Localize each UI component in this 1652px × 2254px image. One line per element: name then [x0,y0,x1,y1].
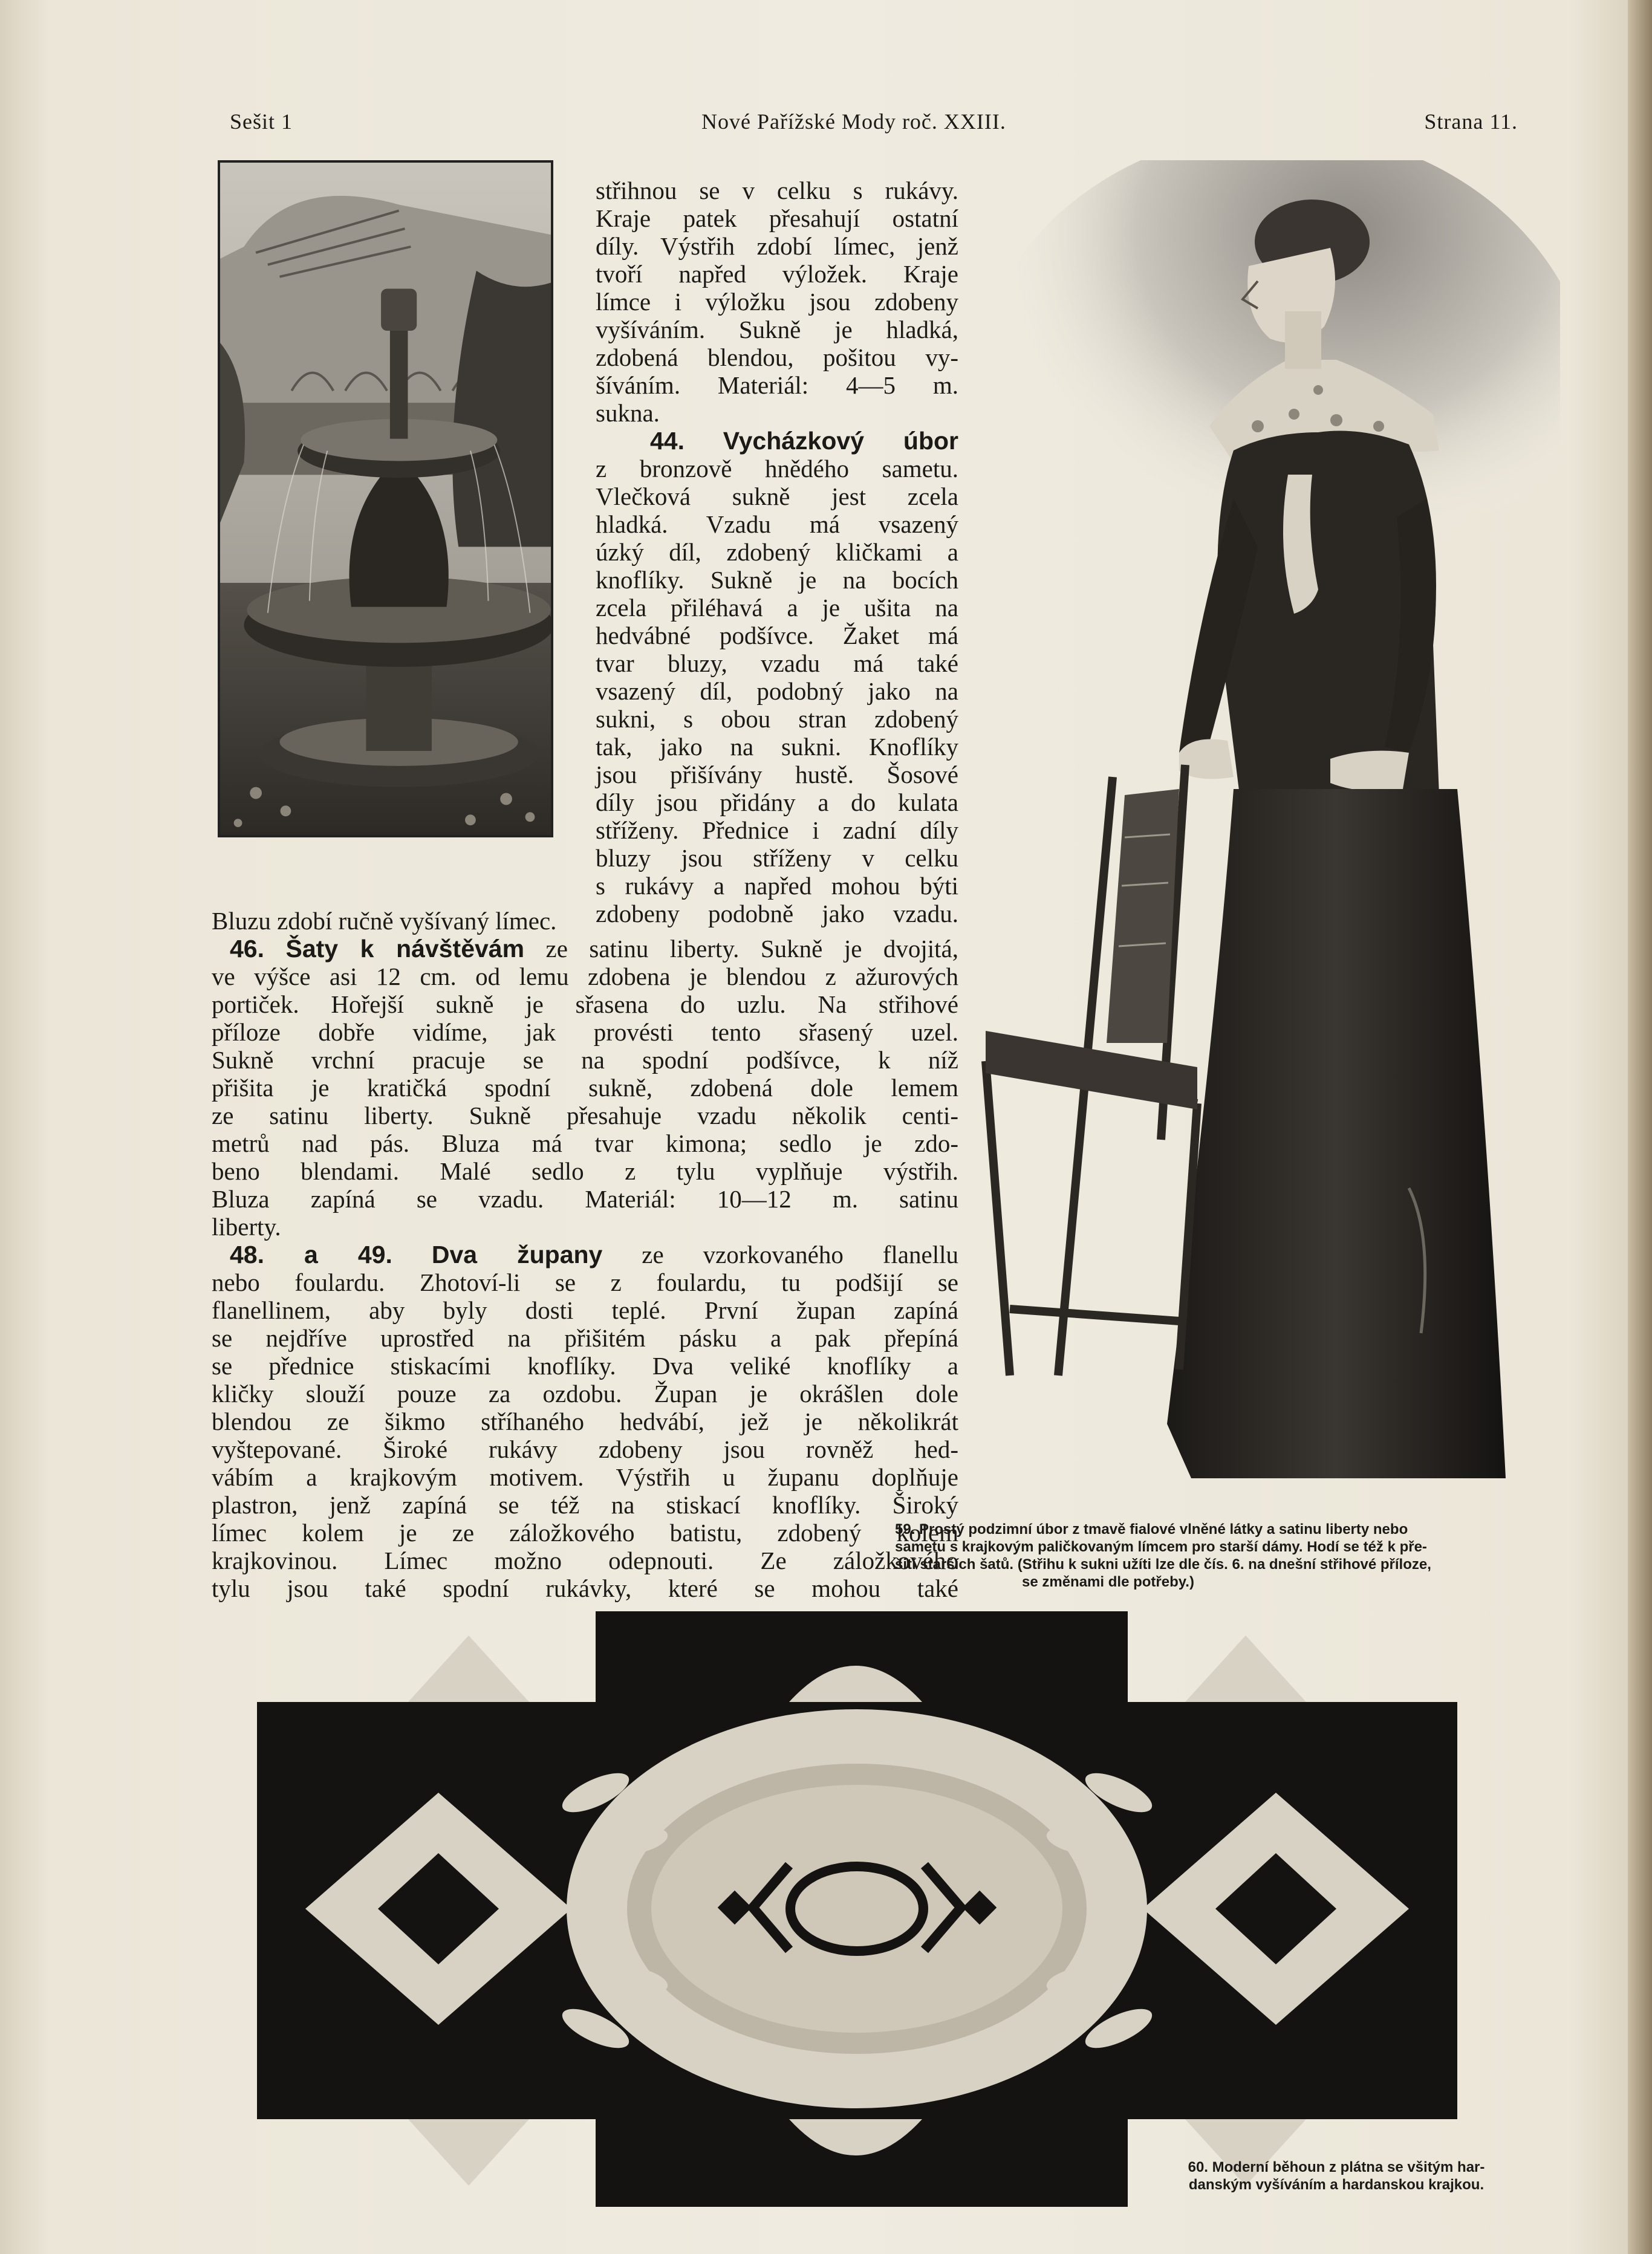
text-line: vyštepované. Široké rukávy zdobeny jsou rovněž hed- [212,1435,958,1463]
text-line: vábím a krajkovým motivem. Výstřih u županu doplňuje [212,1463,958,1491]
figure-60-caption [1137,2158,1536,2194]
text-line: zdobená blendou, pošitou vy- [596,343,958,371]
text-line: stříženy. Přednice i zadní díly [596,816,958,844]
issue-number: Sešit 1 [230,109,293,134]
article-column-lower [212,907,958,1602]
magazine-title: Nové Pařížské Mody roč. XXIII. [701,109,1006,134]
caption-line: 59. Prostý podzimní úbor z tmavě fialové vlněné látky a satinu liberty nebo [895,1521,1408,1538]
text-line: tak, jako na sukni. Knoflíky [596,733,958,761]
text-line: liberty. [212,1213,281,1241]
text-line: Bluzu zdobí ručně vyšívaný límec. [212,907,557,935]
page-edge [1628,0,1652,2254]
text-line: blendou ze šikmo stříhaného hedvábí, jež je několikrát [212,1408,958,1435]
text-line: nebo foulardu. Zhotoví-li se z foulardu, tu podšijí se [212,1268,958,1296]
text-line: vyšíváním. Sukně je hladká, [596,316,958,343]
text-line: Sukně vrchní pracuje se na spodní podšívce, k níž [212,1046,958,1074]
text-line: flanellinem, aby byly dosti teplé. První župan zapíná [212,1296,958,1324]
section-heading-48 [212,1241,958,1268]
text-line: metrů nad pás. Bluza má tvar kimona; sedlo je zdo- [212,1129,958,1157]
text-line: s rukávy a napřed mohou býti [596,872,958,900]
text-line: hladká. Vzadu má vsazený [596,510,958,538]
item-title: Vycházkový úbor [723,427,958,455]
fountain-photo [218,160,553,837]
running-header [230,109,1518,145]
text-line: díly. Výstřih zdobí límec, jenž [596,232,958,260]
text-line: sukna. [596,399,660,427]
text-line: díly jsou přidány a do kulata [596,788,958,816]
text-line: sukni, s obou stran zdobený [596,705,958,733]
caption-line: danským vyšíváním a hardanskou krajkou. [1188,2177,1485,2193]
caption-line: sametu s krajkovým paličkovaným límcem pro starší dámy. Hodí se též k pře- [895,1539,1427,1555]
page-number: Strana 11. [1424,109,1518,134]
text-line: krajkovinou. Límec možno odepnouti. Ze záložkového [212,1547,958,1574]
text-line: střihnou se v celku s rukávy. [596,177,958,204]
lace-runner-illustration [257,1611,1457,2207]
text-line: jsou přišívány hustě. Šosové [596,761,958,788]
text-line: plastron, jenž zapíná se též na stiskací knoflíky. Široký [212,1491,958,1519]
text-line: knoflíky. Sukně je na bocích [596,566,958,594]
text-line: límce i výložku jsou zdobeny [596,288,958,316]
item-number: 48. a 49. [230,1241,392,1268]
text-line: zcela přiléhavá a je ušita na [596,594,958,622]
text-line: ze satinu liberty. Sukně přesahuje vzadu několik centi- [212,1102,958,1129]
item-number: 44. [650,427,685,455]
caption-line: šití starších šatů. (Střihu k sukni užíti lze dle čís. 6. na dnešní střihové příloze, [895,1556,1431,1573]
item-number: 46. [230,935,264,963]
text-line: Vlečková sukně jest zcela [596,482,958,510]
section-heading-46 [212,935,958,963]
text-line: šíváním. Materiál: 4—5 m. [596,371,958,399]
text-line: z bronzově hnědého sametu. [596,455,958,482]
text-line: ve výšce asi 12 cm. od lemu zdobena je blendou z ažurových [212,963,958,990]
text-line: portiček. Hořejší sukně je sřasena do uzlu. Na střihové [212,990,958,1018]
text-line: příloze dobře vidíme, jak provésti tento sřasený uzel. [212,1018,958,1046]
text-line: hedvábné podšívce. Žaket má [596,622,958,649]
text-line: Kraje patek přesahují ostatní [596,204,958,232]
text-line: beno blendami. Malé sedlo z tylu vyplňuje výstřih. [212,1157,958,1185]
text-line: vsazený díl, podobný jako na [596,677,958,705]
item-text: ze vzorkovaného flanellu [602,1241,958,1268]
item-title: Dva župany [431,1241,603,1268]
caption-line: 60. Moderní běhoun z plátna se všitým har- [1188,2159,1485,2175]
text-line: tvoří napřed výložek. Kraje [596,260,958,288]
text-line: tylu jsou také spodní rukávky, které se mohou také [212,1574,958,1602]
text-line: úzký díl, zdobený kličkami a [596,538,958,566]
text-line: zdobeny podobně jako vzadu. [596,900,958,927]
text-line: se nejdříve uprostřed na přišitém pásku a pak přepíná [212,1324,958,1352]
text-line: přišita je kratičká spodní sukně, zdobená dole lemem [212,1074,958,1102]
caption-line: se změnami dle potřeby.) [1022,1574,1194,1590]
text-line: se přednice stiskacími knoflíky. Dva veliké knoflíky a [212,1352,958,1380]
text-line: Bluza zapíná se vzadu. Materiál: 10—12 m. satinu [212,1185,958,1213]
text-line: bluzy jsou stříženy v celku [596,844,958,872]
fashion-figure-illustration [895,160,1560,1518]
figure-59-caption [895,1521,1548,1591]
text-line: límec kolem je ze záložkového batistu, zdobený kolem [212,1519,958,1547]
item-title: Šaty k návštěvám [285,935,525,963]
text-line: tvar bluzy, vzadu má také [596,649,958,677]
text-line: kličky slouží pouze za ozdobu. Župan je okrášlen dole [212,1380,958,1408]
item-text: ze satinu liberty. Sukně je dvojitá, [524,935,959,963]
